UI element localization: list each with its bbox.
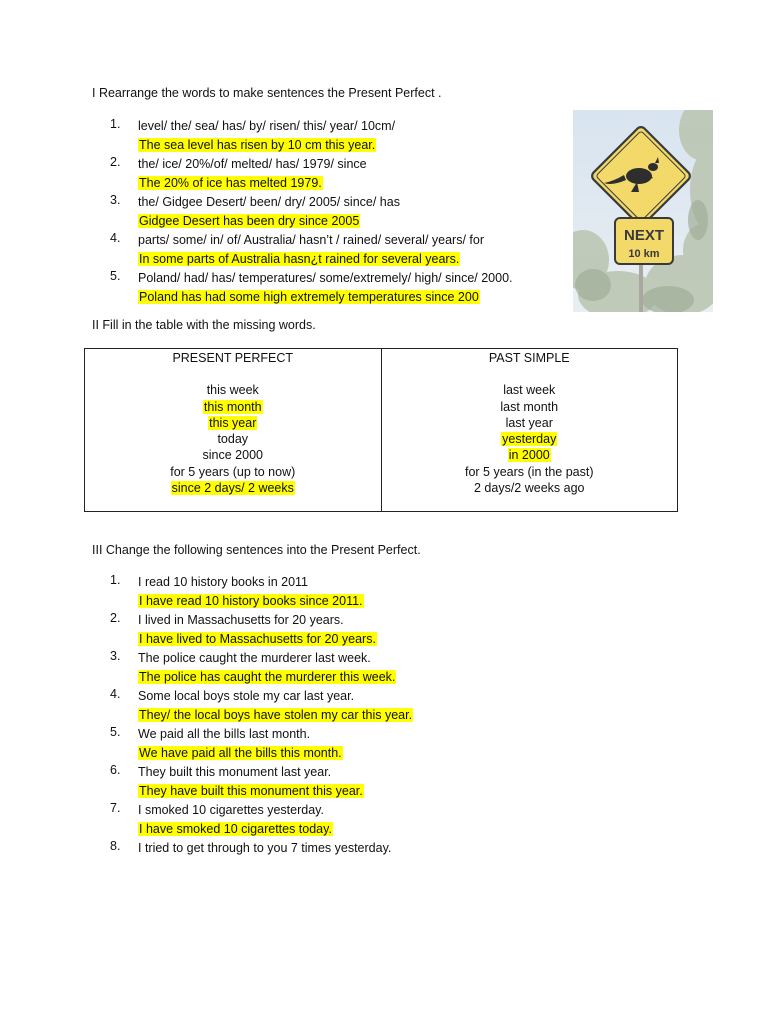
cell-answer: this month: [203, 399, 262, 414]
item-answer-line: [138, 212, 560, 231]
section-3-list: [110, 573, 560, 858]
cell-text: today: [217, 432, 249, 447]
section-2-heading: II Fill in the table with the missing words.: [92, 318, 316, 332]
item-prompt: They built this monument last year.: [138, 765, 332, 779]
table-cell: [382, 447, 678, 463]
list-item: [110, 649, 560, 687]
item-answer-line: [138, 174, 560, 193]
item-prompt: I read 10 history books in 2011: [138, 575, 309, 589]
item-answer: I have lived to Massachusetts for 20 years.: [139, 632, 376, 646]
sign-text-next: NEXT: [623, 227, 665, 244]
list-item: [110, 193, 560, 231]
item-prompt: level/ the/ sea/ has/ by/ risen/ this/ year/ 10cm/: [138, 119, 396, 133]
item-prompt: The police caught the murderer last week.: [138, 651, 371, 665]
item-answer: The police has caught the murderer this week.: [139, 670, 396, 684]
list-item: [110, 573, 560, 611]
table-cell: [382, 431, 678, 447]
item-answer-line: [138, 592, 560, 611]
item-prompt: I smoked 10 cigarettes yesterday.: [138, 803, 324, 817]
kangaroo-sign-photo: [573, 110, 713, 312]
list-item: [110, 763, 560, 801]
item-answer: Gidgee Desert has been dry since 2005: [139, 214, 360, 228]
cell-text: last week: [503, 383, 556, 398]
item-answer: Poland has had some high extremely temperatures since 200: [139, 290, 479, 304]
past-simple-header: PAST SIMPLE: [488, 351, 570, 365]
list-item: [110, 269, 560, 307]
item-number: 5.: [110, 725, 121, 739]
table-cell: [382, 415, 678, 431]
kangaroo-sign-image: [573, 110, 713, 312]
item-number: 2.: [110, 611, 121, 625]
section-3-heading: III Change the following sentences into the Present Perfect.: [92, 543, 421, 557]
table-cell: [382, 480, 678, 496]
list-item: [110, 839, 560, 858]
table-cell: [382, 382, 678, 398]
item-answer: I have read 10 history books since 2011.: [139, 594, 363, 608]
present-perfect-header: PRESENT PERFECT: [172, 351, 294, 365]
item-answer-line: [138, 744, 560, 763]
cell-text: since 2000: [202, 448, 263, 463]
cell-text: for 5 years (up to now): [170, 464, 296, 479]
table-cell: [85, 382, 381, 398]
item-answer-line: [138, 668, 560, 687]
cell-text: for 5 years (in the past): [464, 464, 594, 479]
item-number: 7.: [110, 801, 121, 815]
item-answer: I have smoked 10 cigarettes today.: [139, 822, 332, 836]
table-cell: [85, 399, 381, 415]
item-answer-line: [138, 706, 560, 725]
list-item: [110, 231, 560, 269]
list-item: [110, 155, 560, 193]
cell-text: this week: [206, 383, 259, 398]
item-prompt: I lived in Massachusetts for 20 years.: [138, 613, 344, 627]
section-1-heading: I Rearrange the words to make sentences the Present Perfect .: [92, 86, 442, 100]
item-number: 3.: [110, 193, 121, 207]
cell-answer: since 2 days/ 2 weeks: [171, 481, 294, 496]
item-prompt: Poland/ had/ has/ temperatures/ some/extremely/ high/ since/ 2000.: [138, 271, 513, 285]
item-prompt: We paid all the bills last month.: [138, 727, 311, 741]
table-cell: [85, 447, 381, 463]
item-answer-line: [138, 250, 560, 269]
present-perfect-column: [85, 349, 381, 511]
item-prompt: Some local boys stole my car last year.: [138, 689, 355, 703]
item-number: 1.: [110, 117, 121, 131]
list-item: [110, 611, 560, 649]
item-answer-line: [138, 820, 560, 839]
item-number: 6.: [110, 763, 121, 777]
item-prompt: I tried to get through to you 7 times yesterday.: [138, 841, 392, 855]
list-item: [110, 801, 560, 839]
table-cell: [382, 464, 678, 480]
item-answer: We have paid all the bills this month.: [139, 746, 342, 760]
item-answer-line: [138, 288, 560, 307]
item-answer: They/ the local boys have stolen my car this year.: [139, 708, 413, 722]
cell-answer: in 2000: [508, 448, 550, 463]
section-1-list: [110, 117, 560, 307]
item-prompt: parts/ some/ in/ of/ Australia/ hasn’t / rained/ several/ years/ for: [138, 233, 484, 247]
tense-table: [84, 348, 678, 512]
table-cell: [85, 415, 381, 431]
list-item: [110, 687, 560, 725]
item-answer-line: [138, 136, 560, 155]
table-cell: [85, 480, 381, 496]
item-prompt: the/ ice/ 20%/of/ melted/ has/ 1979/ since: [138, 157, 367, 171]
item-number: 2.: [110, 155, 121, 169]
table-cell: [382, 399, 678, 415]
item-prompt: the/ Gidgee Desert/ been/ dry/ 2005/ since/ has: [138, 195, 400, 209]
cell-answer: this year: [209, 415, 257, 430]
item-number: 1.: [110, 573, 121, 587]
list-item: [110, 117, 560, 155]
item-number: 8.: [110, 839, 121, 853]
table-cell: [85, 431, 381, 447]
list-item: [110, 725, 560, 763]
item-number: 4.: [110, 231, 121, 245]
item-answer: The sea level has risen by 10 cm this year.: [139, 138, 376, 152]
item-answer: In some parts of Australia hasn¿t rained for several years.: [139, 252, 460, 266]
cell-text: last month: [500, 399, 559, 414]
cell-text: 2 days/2 weeks ago: [474, 481, 585, 496]
sign-text-distance: 10 km: [628, 248, 660, 260]
cell-text: last year: [505, 415, 553, 430]
item-number: 4.: [110, 687, 121, 701]
item-answer-line: [138, 630, 560, 649]
past-simple-column: [381, 349, 678, 511]
cell-answer: yesterday: [502, 432, 557, 447]
item-answer: The 20% of ice has melted 1979.: [139, 176, 322, 190]
item-answer: They have built this monument this year.: [139, 784, 363, 798]
item-number: 5.: [110, 269, 121, 283]
table-cell: [85, 464, 381, 480]
item-answer-line: [138, 782, 560, 801]
item-number: 3.: [110, 649, 121, 663]
